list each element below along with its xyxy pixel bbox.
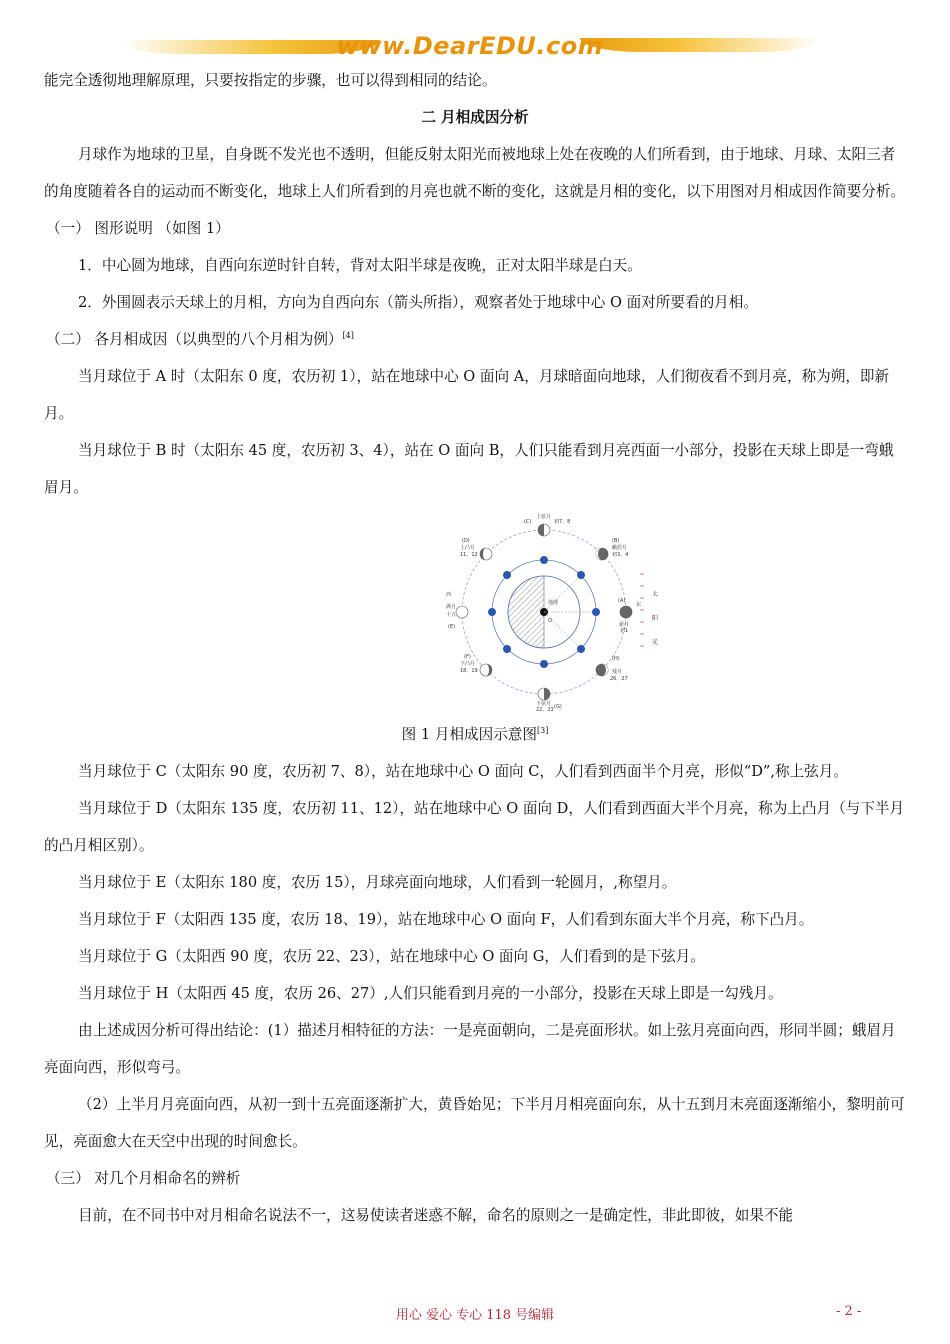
label-sun-1: 太 xyxy=(652,591,659,598)
list-item-1: 1．中心圆为地球，自西向东逆时针自转，背对太阳半球是夜晚，正对太阳半球是白天。 xyxy=(78,257,642,274)
label-bot-letter: (G) xyxy=(554,704,562,710)
label-tr-name: 蛾眉月 xyxy=(612,545,628,551)
label-l-date: 十五 xyxy=(446,612,457,618)
moon-phase-diagram xyxy=(444,512,644,712)
paragraph-phase-a: 当月球位于 A 时（太阳东 0 度，农历初 1），站在地球中心 O 面向 A，月球暗面向地球，人们彻夜看不到月亮，称为朔，即新月。 xyxy=(44,368,890,422)
label-bl-letter: (F) xyxy=(464,654,471,660)
label-sun-3: 光 xyxy=(652,639,659,646)
label-sun-2: 阳 xyxy=(652,615,659,622)
paragraph-phase-h: 当月球位于 H（太阳西 45 度，农历 26、27）,人们只能看到月亮的一小部分，投影在天球上即是一勾残月。 xyxy=(78,985,783,1002)
label-tl-date: 11、12 xyxy=(460,552,478,558)
label-earth: 地球 xyxy=(548,600,559,606)
label-top-letter: (C) xyxy=(524,519,532,525)
label-west: 西 xyxy=(446,592,452,598)
paragraph-phase-f: 当月球位于 F（太阳西 135 度，农历 18、19），站在地球中心 O 面向 F，人们看到东面大半个月亮，称下凸月。 xyxy=(78,911,814,928)
paragraph-phase-b: 当月球位于 B 时（太阳东 45 度，农历初 3、4），站在 O 面向 B，人们只能看到月亮西面一小部分，投影在天球上即是一弯蛾眉月。 xyxy=(44,442,894,496)
label-bot-date: 22、23 xyxy=(536,707,554,712)
paragraph-phase-e: 当月球位于 E（太阳东 180 度，农历 15），月球亮面向地球，人们看到一轮圆月，,称望月。 xyxy=(78,874,677,891)
label-top-date: 初7、8 xyxy=(554,519,571,525)
label-tr-date: 初3、4 xyxy=(612,552,629,558)
label-center: O xyxy=(548,618,552,624)
phase-h-icon xyxy=(596,664,608,676)
figure-moon-phases xyxy=(44,506,906,716)
label-tl-name: 上凸月 xyxy=(460,545,476,551)
subsection-heading-1: （一） 图形说明 （如图 1） xyxy=(46,220,230,237)
document-body xyxy=(44,62,906,1234)
phase-c-icon xyxy=(538,524,550,536)
paragraph-continued: 能完全透彻地理解原理，只要按指定的步骤，也可以得到相同的结论。 xyxy=(44,72,497,89)
list-item-2: 2．外围圆表示天球上的月相，方向为自西向东（箭头所指），观察者处于地球中心 O 面对所要看的月相。 xyxy=(78,294,758,311)
label-tl-letter: (D) xyxy=(462,538,470,544)
label-r-name: 新月 xyxy=(619,622,630,628)
paragraph-phase-g: 当月球位于 G（太阳西 90 度，农历 22、23），站在地球中心 O 面向 G，人们看到的是下弦月。 xyxy=(78,948,705,965)
label-l-name: 满月 xyxy=(446,604,457,610)
phase-b-icon xyxy=(596,548,608,560)
phase-d-icon xyxy=(480,548,492,560)
header-banner xyxy=(120,30,820,66)
figure-caption-text: 图 1 月相成因示意图 xyxy=(401,726,537,743)
label-tr-letter: (B) xyxy=(612,538,620,544)
subsection-heading-2-text: （二） 各月相成因（以典型的八个月相为例） xyxy=(46,331,343,348)
phase-e-icon xyxy=(456,606,468,618)
label-r-date: 初1 xyxy=(620,628,629,634)
page-number: - 2 - xyxy=(836,1304,862,1319)
footer-text: 用心 爱心 专心 118 号编辑 xyxy=(395,1308,555,1323)
phase-g-icon xyxy=(538,688,550,700)
label-bl-date: 18、19 xyxy=(460,668,478,674)
label-east: 东 xyxy=(636,602,642,608)
paragraph-phase-c: 当月球位于 C（太阳东 90 度，农历初 7、8），站在地球中心 O 面向 C，人们看到西面半个月亮，形似“D”,称上弦月。 xyxy=(78,763,848,780)
caption-citation-ref: [3] xyxy=(536,726,549,735)
label-br-letter: (H) xyxy=(612,656,620,662)
label-top-name: 上弦月 xyxy=(536,514,552,520)
subsection-heading-3: （三） 对几个月相命名的辨析 xyxy=(46,1170,241,1187)
label-l-letter: (E) xyxy=(448,624,456,630)
paragraph-phase-d: 当月球位于 D（太阳东 135 度，农历初 11、12），站在地球中心 O 面向 D，人们看到西面大半个月亮，称为上凸月（与下半月的凸月相区别）。 xyxy=(44,800,905,854)
label-bot-name: 下弦月 xyxy=(536,701,552,707)
section-heading: 二 月相成因分析 xyxy=(421,109,529,126)
paragraph-intro: 月球作为地球的卫星，自身既不发光也不透明，但能反射太阳光而被地球上处在夜晚的人们所看到，由于地球、月球、太阳三者的角度随着各自的运动而不断变化，地球上人们所看到的月亮也就不断的变化，这就是月相的变化，以下用图对月相成因作简要分析。 xyxy=(44,146,906,200)
citation-ref: [4] xyxy=(342,331,354,340)
phase-a-icon xyxy=(620,606,632,618)
label-r-letter: (A) xyxy=(618,598,626,604)
label-br-date: 26、27 xyxy=(610,676,628,682)
phase-f-icon xyxy=(480,664,492,676)
paragraph-conclusion-2: （2）上半月月亮面向西，从初一到十五亮面逐渐扩大，黄昏始见；下半月月相亮面向东，从十五到月末亮面逐渐缩小，黎明前可见，亮面愈大在天空中出现的时间愈长。 xyxy=(44,1096,905,1150)
brand-logo: www.DearEDU.com xyxy=(336,32,604,60)
subsection-heading-2 xyxy=(44,321,906,358)
sunlight-label xyxy=(642,576,672,666)
paragraph-naming: 目前，在不同书中对月相命名说法不一，这易使读者迷惑不解，命名的原则之一是确定性，非此即彼，如果不能 xyxy=(78,1207,794,1224)
label-br-name: 残月 xyxy=(612,669,623,675)
label-bl-name: 下凸月 xyxy=(460,661,476,667)
figure-caption xyxy=(44,716,906,753)
paragraph-conclusion-1: 由上述成因分析可得出结论：(1）描述月相特征的方法：一是亮面朝向，二是亮面形状。如上弦月亮面向西，形同半圆；蛾眉月亮面向西，形似弯弓。 xyxy=(44,1022,896,1076)
earth-night-hemisphere xyxy=(508,576,544,648)
